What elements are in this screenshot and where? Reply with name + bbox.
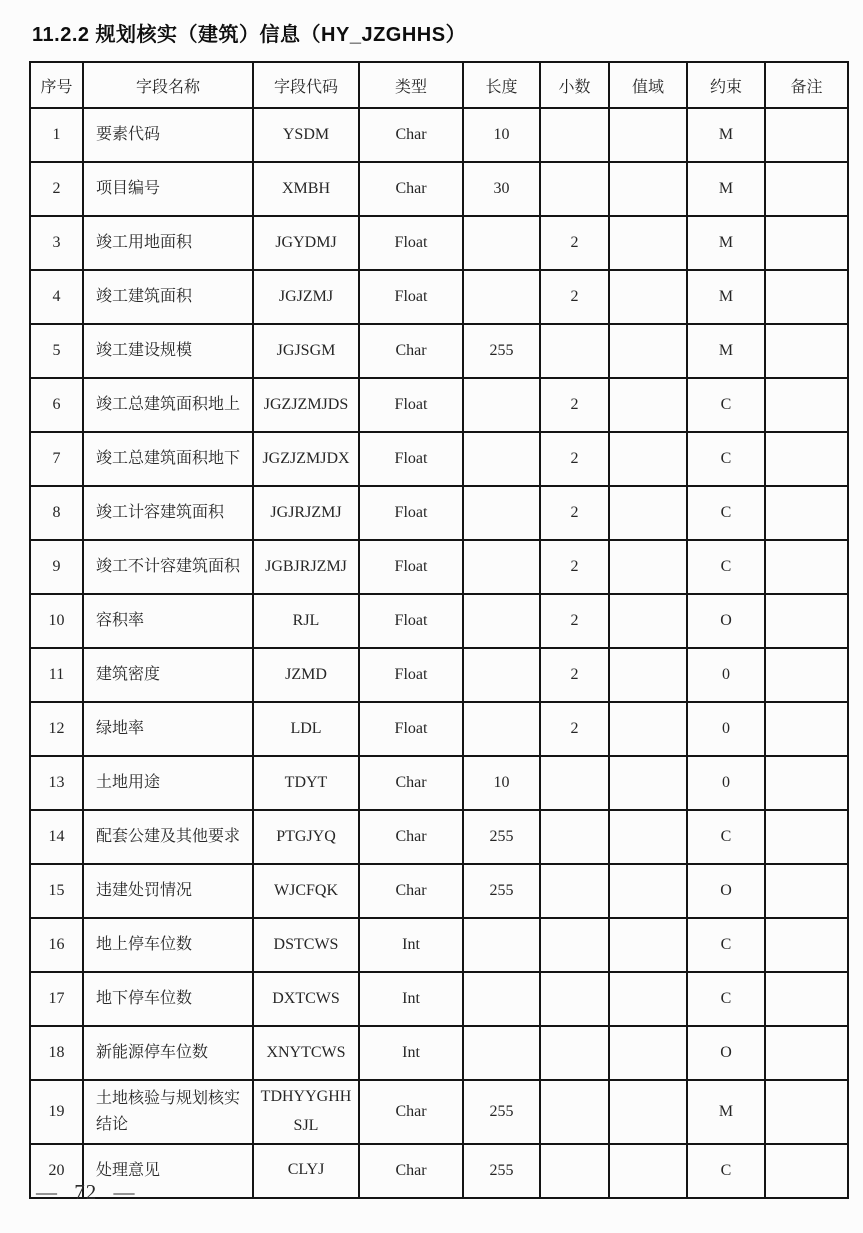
column-header-decimal: 小数 <box>540 62 609 108</box>
table-row <box>30 270 848 324</box>
cell-constraint: 0 <box>687 756 765 810</box>
cell-domain <box>609 702 687 756</box>
cell-constraint: M <box>687 162 765 216</box>
cell-seq: 15 <box>30 864 83 918</box>
cell-length: 255 <box>463 810 540 864</box>
table-row <box>30 648 848 702</box>
table-row <box>30 540 848 594</box>
cell-constraint: O <box>687 594 765 648</box>
table-row <box>30 162 848 216</box>
cell-field-code: TDYT <box>253 756 359 810</box>
cell-constraint: 0 <box>687 648 765 702</box>
cell-remark <box>765 594 848 648</box>
cell-length <box>463 216 540 270</box>
cell-remark <box>765 108 848 162</box>
cell-constraint: M <box>687 324 765 378</box>
cell-seq: 14 <box>30 810 83 864</box>
table-row <box>30 108 848 162</box>
cell-decimal <box>540 810 609 864</box>
table-row <box>30 594 848 648</box>
cell-remark <box>765 864 848 918</box>
cell-constraint: C <box>687 810 765 864</box>
cell-type: Float <box>359 594 463 648</box>
column-header-remark: 备注 <box>765 62 848 108</box>
column-header-seq: 序号 <box>30 62 83 108</box>
cell-decimal: 2 <box>540 594 609 648</box>
cell-length <box>463 540 540 594</box>
cell-seq: 6 <box>30 378 83 432</box>
cell-seq: 17 <box>30 972 83 1026</box>
cell-decimal: 2 <box>540 432 609 486</box>
cell-decimal: 2 <box>540 270 609 324</box>
cell-field-code: WJCFQK <box>253 864 359 918</box>
cell-type: Char <box>359 1080 463 1144</box>
table-row <box>30 864 848 918</box>
cell-length: 255 <box>463 1080 540 1144</box>
cell-domain <box>609 378 687 432</box>
cell-constraint: O <box>687 864 765 918</box>
cell-remark <box>765 1144 848 1198</box>
cell-type: Int <box>359 972 463 1026</box>
cell-domain <box>609 1144 687 1198</box>
table-row <box>30 432 848 486</box>
cell-seq: 8 <box>30 486 83 540</box>
cell-remark <box>765 756 848 810</box>
cell-field-code: JGJSGM <box>253 324 359 378</box>
cell-field-code: JGJZMJ <box>253 270 359 324</box>
cell-seq: 2 <box>30 162 83 216</box>
cell-length: 255 <box>463 864 540 918</box>
cell-constraint: M <box>687 1080 765 1144</box>
cell-decimal <box>540 324 609 378</box>
cell-field-name: 竣工用地面积 <box>83 216 253 270</box>
cell-field-name: 配套公建及其他要求 <box>83 810 253 864</box>
table-row <box>30 1080 848 1144</box>
cell-decimal <box>540 756 609 810</box>
cell-remark <box>765 540 848 594</box>
cell-decimal: 2 <box>540 486 609 540</box>
cell-remark <box>765 702 848 756</box>
cell-domain <box>609 216 687 270</box>
cell-remark <box>765 432 848 486</box>
cell-type: Char <box>359 756 463 810</box>
cell-decimal <box>540 162 609 216</box>
cell-domain <box>609 1080 687 1144</box>
cell-remark <box>765 648 848 702</box>
cell-field-name: 地下停车位数 <box>83 972 253 1026</box>
column-header-field-name: 字段名称 <box>83 62 253 108</box>
cell-remark <box>765 324 848 378</box>
cell-constraint: C <box>687 918 765 972</box>
column-header-domain: 值域 <box>609 62 687 108</box>
cell-type: Float <box>359 270 463 324</box>
cell-field-name: 竣工建设规模 <box>83 324 253 378</box>
cell-domain <box>609 972 687 1026</box>
cell-seq: 16 <box>30 918 83 972</box>
cell-length <box>463 378 540 432</box>
cell-length <box>463 648 540 702</box>
cell-domain <box>609 864 687 918</box>
cell-field-code: DSTCWS <box>253 918 359 972</box>
column-header-constraint: 约束 <box>687 62 765 108</box>
cell-domain <box>609 1026 687 1080</box>
field-definition-table <box>29 61 849 1199</box>
cell-field-name: 新能源停车位数 <box>83 1026 253 1080</box>
cell-domain <box>609 486 687 540</box>
cell-remark <box>765 972 848 1026</box>
cell-seq: 5 <box>30 324 83 378</box>
cell-domain <box>609 432 687 486</box>
cell-type: Float <box>359 378 463 432</box>
cell-field-name: 容积率 <box>83 594 253 648</box>
cell-type: Float <box>359 432 463 486</box>
page-number: — 72 — <box>36 1180 136 1204</box>
cell-constraint: M <box>687 270 765 324</box>
cell-length: 10 <box>463 756 540 810</box>
cell-domain <box>609 540 687 594</box>
cell-domain <box>609 594 687 648</box>
cell-type: Char <box>359 1144 463 1198</box>
cell-seq: 13 <box>30 756 83 810</box>
cell-type: Float <box>359 648 463 702</box>
cell-field-code: JGJRJZMJ <box>253 486 359 540</box>
cell-field-code: JGBJRJZMJ <box>253 540 359 594</box>
cell-field-code: LDL <box>253 702 359 756</box>
cell-domain <box>609 918 687 972</box>
cell-domain <box>609 108 687 162</box>
cell-field-name: 要素代码 <box>83 108 253 162</box>
cell-constraint: C <box>687 1144 765 1198</box>
cell-type: Char <box>359 162 463 216</box>
cell-remark <box>765 162 848 216</box>
column-header-length: 长度 <box>463 62 540 108</box>
cell-constraint: 0 <box>687 702 765 756</box>
cell-field-code: JGZJZMJDS <box>253 378 359 432</box>
cell-field-name: 土地用途 <box>83 756 253 810</box>
cell-field-code: TDHYYGHHSJL <box>253 1080 359 1144</box>
cell-field-code: YSDM <box>253 108 359 162</box>
cell-length: 10 <box>463 108 540 162</box>
cell-seq: 12 <box>30 702 83 756</box>
cell-length: 255 <box>463 324 540 378</box>
cell-field-name: 项目编号 <box>83 162 253 216</box>
cell-decimal: 2 <box>540 702 609 756</box>
cell-domain <box>609 648 687 702</box>
table-row <box>30 216 848 270</box>
cell-field-name: 违建处罚情况 <box>83 864 253 918</box>
cell-remark <box>765 270 848 324</box>
cell-length: 30 <box>463 162 540 216</box>
table-header-row <box>30 62 848 108</box>
cell-field-code: XNYTCWS <box>253 1026 359 1080</box>
cell-field-code: CLYJ <box>253 1144 359 1198</box>
cell-type: Char <box>359 324 463 378</box>
cell-length <box>463 270 540 324</box>
cell-seq: 1 <box>30 108 83 162</box>
cell-field-name: 竣工计容建筑面积 <box>83 486 253 540</box>
cell-seq: 7 <box>30 432 83 486</box>
cell-domain <box>609 324 687 378</box>
section-title: 11.2.2 规划核实（建筑）信息（HY_JZGHHS） <box>32 24 467 46</box>
cell-remark <box>765 810 848 864</box>
cell-length <box>463 486 540 540</box>
cell-domain <box>609 810 687 864</box>
cell-field-code: JGYDMJ <box>253 216 359 270</box>
cell-field-name: 建筑密度 <box>83 648 253 702</box>
cell-constraint: O <box>687 1026 765 1080</box>
cell-length: 255 <box>463 1144 540 1198</box>
cell-length <box>463 432 540 486</box>
cell-decimal <box>540 108 609 162</box>
cell-decimal <box>540 918 609 972</box>
cell-length <box>463 918 540 972</box>
cell-field-name: 竣工总建筑面积地下 <box>83 432 253 486</box>
cell-constraint: C <box>687 540 765 594</box>
cell-field-name: 绿地率 <box>83 702 253 756</box>
cell-length <box>463 594 540 648</box>
cell-domain <box>609 270 687 324</box>
cell-seq: 10 <box>30 594 83 648</box>
cell-remark <box>765 216 848 270</box>
cell-seq: 20 <box>30 1144 83 1198</box>
cell-decimal <box>540 864 609 918</box>
cell-decimal: 2 <box>540 216 609 270</box>
cell-length <box>463 702 540 756</box>
table-row <box>30 756 848 810</box>
cell-constraint: C <box>687 972 765 1026</box>
cell-type: Char <box>359 810 463 864</box>
cell-remark <box>765 486 848 540</box>
cell-type: Char <box>359 864 463 918</box>
cell-type: Float <box>359 486 463 540</box>
cell-field-name: 竣工不计容建筑面积 <box>83 540 253 594</box>
table-row <box>30 702 848 756</box>
table-row <box>30 810 848 864</box>
cell-constraint: M <box>687 108 765 162</box>
cell-length <box>463 1026 540 1080</box>
cell-seq: 11 <box>30 648 83 702</box>
cell-type: Int <box>359 918 463 972</box>
cell-field-name: 土地核验与规划核实结论 <box>83 1080 253 1144</box>
cell-field-name: 竣工建筑面积 <box>83 270 253 324</box>
cell-seq: 19 <box>30 1080 83 1144</box>
cell-decimal: 2 <box>540 378 609 432</box>
table-row <box>30 324 848 378</box>
table-row <box>30 486 848 540</box>
cell-remark <box>765 1080 848 1144</box>
cell-field-name: 竣工总建筑面积地上 <box>83 378 253 432</box>
cell-decimal: 2 <box>540 540 609 594</box>
cell-domain <box>609 756 687 810</box>
cell-seq: 9 <box>30 540 83 594</box>
cell-constraint: C <box>687 432 765 486</box>
cell-decimal <box>540 1080 609 1144</box>
cell-remark <box>765 378 848 432</box>
cell-seq: 4 <box>30 270 83 324</box>
cell-seq: 18 <box>30 1026 83 1080</box>
cell-decimal: 2 <box>540 648 609 702</box>
cell-constraint: M <box>687 216 765 270</box>
cell-decimal <box>540 1144 609 1198</box>
cell-type: Float <box>359 216 463 270</box>
cell-decimal <box>540 972 609 1026</box>
cell-remark <box>765 1026 848 1080</box>
cell-type: Float <box>359 702 463 756</box>
table-row <box>30 378 848 432</box>
cell-field-code: RJL <box>253 594 359 648</box>
cell-type: Float <box>359 540 463 594</box>
cell-type: Char <box>359 108 463 162</box>
cell-remark <box>765 918 848 972</box>
cell-field-name: 处理意见 <box>83 1144 253 1198</box>
cell-field-code: PTGJYQ <box>253 810 359 864</box>
cell-seq: 3 <box>30 216 83 270</box>
column-header-type: 类型 <box>359 62 463 108</box>
cell-field-code: DXTCWS <box>253 972 359 1026</box>
cell-type: Int <box>359 1026 463 1080</box>
cell-constraint: C <box>687 378 765 432</box>
cell-length <box>463 972 540 1026</box>
table-row <box>30 918 848 972</box>
table-row <box>30 1026 848 1080</box>
cell-field-code: XMBH <box>253 162 359 216</box>
cell-domain <box>609 162 687 216</box>
cell-decimal <box>540 1026 609 1080</box>
table-row <box>30 1144 848 1198</box>
cell-field-name: 地上停车位数 <box>83 918 253 972</box>
cell-field-code: JGZJZMJDX <box>253 432 359 486</box>
cell-field-code: JZMD <box>253 648 359 702</box>
cell-constraint: C <box>687 486 765 540</box>
table-row <box>30 972 848 1026</box>
column-header-field-code: 字段代码 <box>253 62 359 108</box>
